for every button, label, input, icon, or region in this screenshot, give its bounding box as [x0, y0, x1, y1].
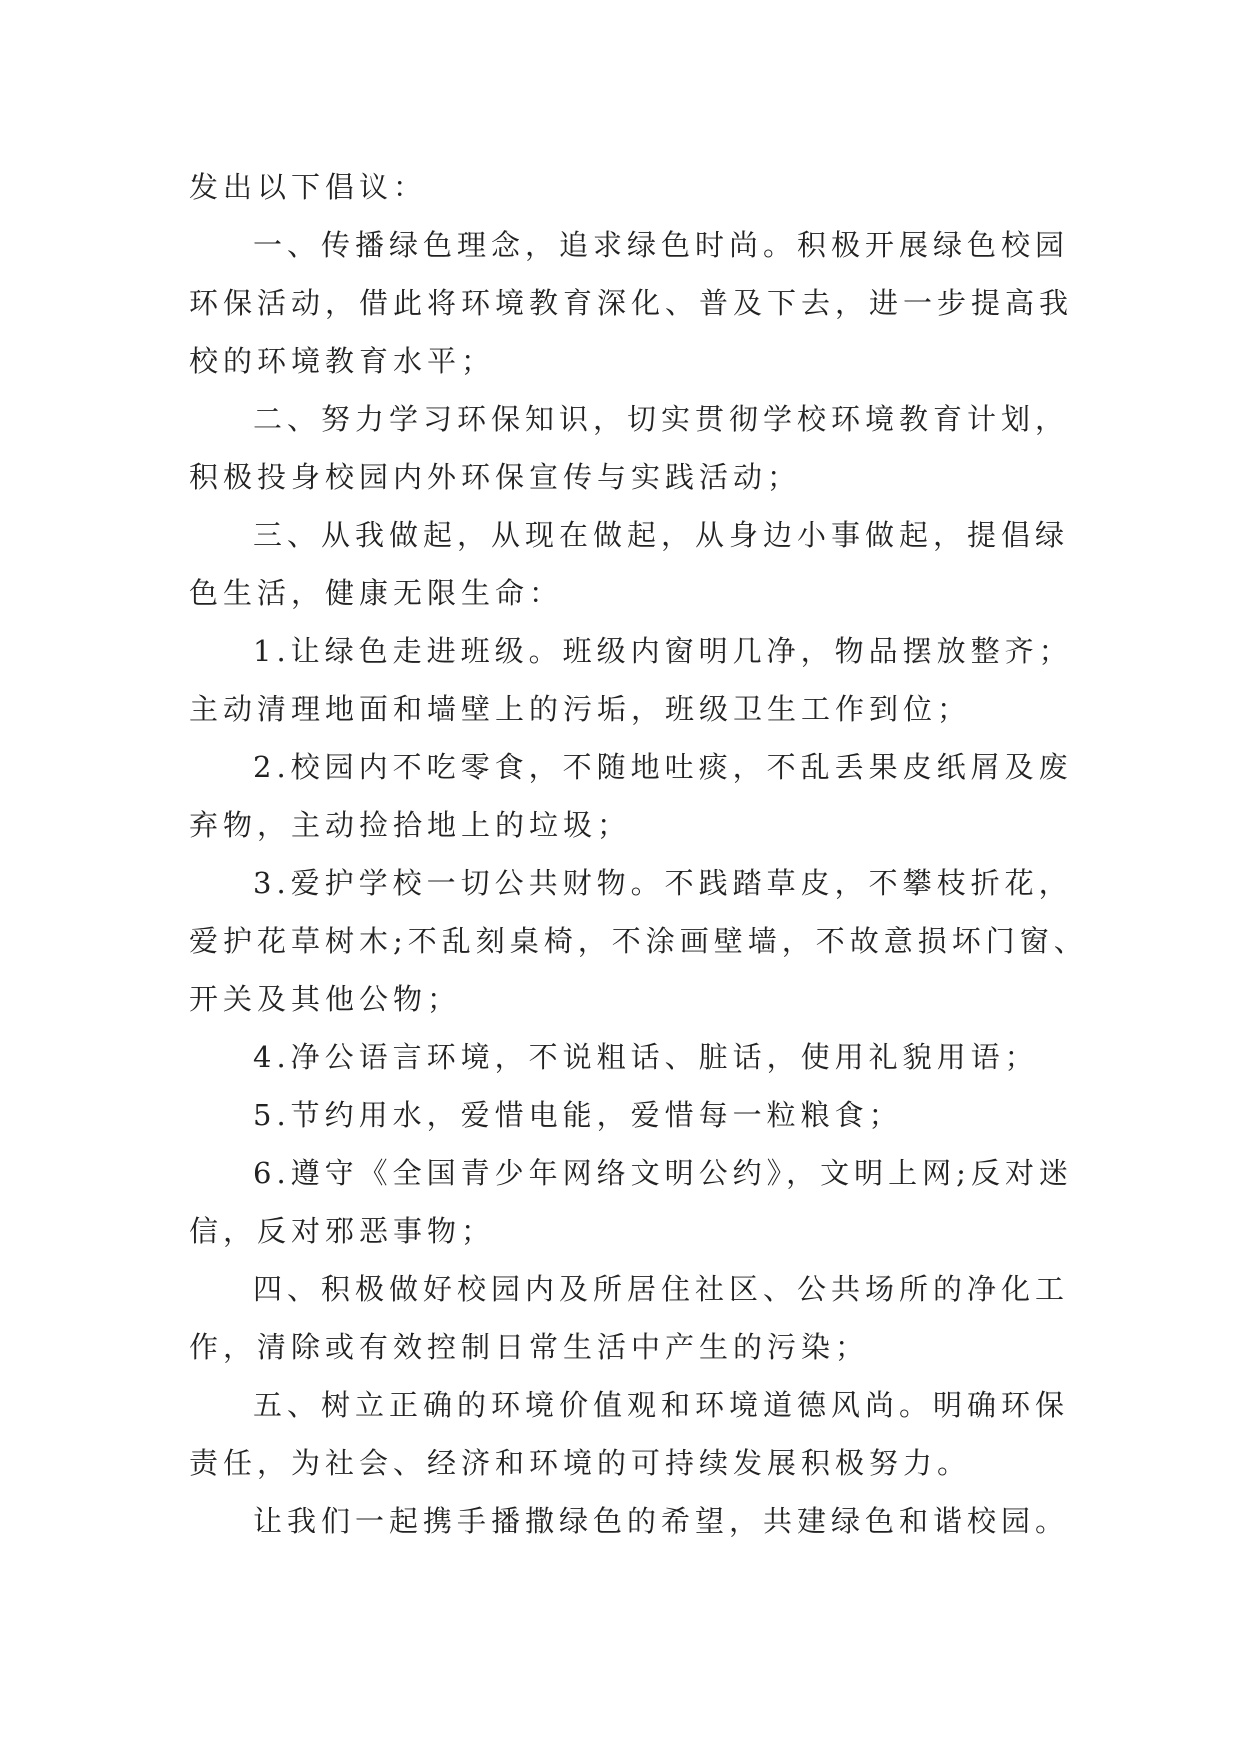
text-line: 作，清除或有效控制日常生活中产生的污染； — [189, 1330, 870, 1364]
text-line: 五、树立正确的环境价值观和环境道德风尚。明确环保 — [253, 1388, 1070, 1422]
text-line: 环保活动，借此将环境教育深化、普及下去，进一步提高我 — [189, 286, 1074, 320]
document-body — [189, 158, 1088, 1550]
text-line: 二、努力学习环保知识，切实贯彻学校环境教育计划， — [253, 402, 1070, 436]
text-line: 1.让绿色走进班级。班级内窗明几净，物品摆放整齐； — [253, 634, 1073, 668]
text-line: 色生活，健康无限生命： — [189, 576, 564, 610]
text-line: 一、传播绿色理念，追求绿色时尚。积极开展绿色校园 — [253, 228, 1070, 262]
text-line: 3.爱护学校一切公共财物。不践踏草皮，不攀枝折花， — [253, 866, 1073, 900]
text-line: 让我们一起携手播撒绿色的希望，共建绿色和谐校园。 — [253, 1504, 1070, 1538]
text-line: 5.节约用水，爱惜电能，爱惜每一粒粮食； — [253, 1098, 903, 1132]
text-line: 6.遵守《全国青少年网络文明公约》，文明上网;反对迷 — [253, 1156, 1073, 1190]
text-line: 弃物，主动捡拾地上的垃圾； — [189, 808, 632, 842]
text-line: 主动清理地面和墙壁上的污垢，班级卫生工作到位； — [189, 692, 972, 726]
text-line: 校的环境教育水平； — [189, 344, 496, 378]
text-line: 信，反对邪恶事物； — [189, 1214, 496, 1248]
text-line: 发出以下倡议： — [189, 170, 428, 204]
text-line: 责任，为社会、经济和环境的可持续发展积极努力。 — [189, 1446, 972, 1480]
text-line: 爱护花草树木;不乱刻桌椅，不涂画壁墙，不故意损坏门窗、 — [189, 924, 1088, 958]
text-line: 4.净公语言环境，不说粗话、脏话，使用礼貌用语； — [253, 1040, 1039, 1074]
text-line: 四、积极做好校园内及所居住社区、公共场所的净化工 — [253, 1272, 1070, 1306]
text-line: 三、从我做起，从现在做起，从身边小事做起，提倡绿 — [253, 518, 1070, 552]
text-line: 积极投身校园内外环保宣传与实践活动； — [189, 460, 802, 494]
text-line: 开关及其他公物； — [189, 982, 462, 1016]
text-line: 2.校园内不吃零食，不随地吐痰，不乱丢果皮纸屑及废 — [253, 750, 1073, 784]
